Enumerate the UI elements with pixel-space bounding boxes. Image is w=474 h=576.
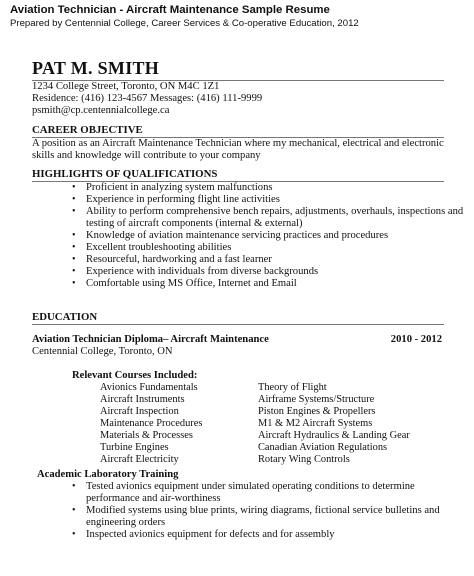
career-objective-line-1: A position as an Aircraft Maintenance Technician where my mechanical, electrical and electronic [32,138,444,149]
school-name: Centennial College, Toronto, ON [32,346,173,357]
course-item: Maintenance Procedures [100,418,203,429]
bullet-icon: • [72,481,76,492]
contact-address: 1234 College Street, Toronto, ON M4C 1Z1 [32,81,220,92]
contact-phones: Residence: (416) 123-4567 Messages: (416) 111-9999 [32,93,263,104]
highlight-text: Comfortable using MS Office, Internet and Email [86,278,297,289]
course-item: Aircraft Hydraulics & Landing Gear [258,430,410,441]
education-heading: EDUCATION [32,311,98,323]
highlight-text: Ability to perform comprehensive bench repairs, adjustments, overhauls, inspections and [86,206,464,217]
course-item: Rotary Wing Controls [258,454,350,465]
highlights-heading: HIGHLIGHTS OF QUALIFICATIONS [32,168,218,180]
bullet-icon: • [72,230,76,241]
lab-training-text: performance and air-worthiness [86,493,221,504]
bullet-icon: • [72,254,76,265]
course-item: Aircraft Electricity [100,454,179,465]
bullet-icon: • [72,505,76,516]
course-item: Airframe Systems/Structure [258,394,375,405]
candidate-name: PAT M. SMITH [32,58,160,78]
course-item: Theory of Flight [258,382,327,393]
bullet-icon: • [72,194,76,205]
highlight-text: testing of aircraft components (internal & external) [86,218,303,229]
highlight-text: Resourceful, hardworking and a fast learner [86,254,272,265]
diploma-title: Aviation Technician Diploma– Aircraft Maintenance [32,334,269,345]
course-item: Avionics Fundamentals [100,382,198,393]
contact-email: psmith@cp.centennialcollege.ca [32,105,170,116]
course-item: Canadian Aviation Regulations [258,442,388,453]
highlight-text: Excellent troubleshooting abilities [86,242,232,253]
lab-training-heading: Academic Laboratory Training [37,469,179,480]
document-subtitle: Prepared by Centennial College, Career Services & Co-operative Education, 2012 [10,18,359,29]
highlight-text: Proficient in analyzing system malfunctions [86,182,273,193]
course-item: Materials & Processes [100,430,193,441]
bullet-icon: • [72,206,76,217]
bullet-icon: • [72,242,76,253]
document-title: Aviation Technician - Aircraft Maintenance Sample Resume [10,4,330,16]
lab-training-text: Modified systems using blue prints, wiring diagrams, fictional service bulletins and [86,505,440,516]
lab-training-text: engineering orders [86,517,166,528]
course-item: M1 & M2 Aircraft Systems [258,418,373,429]
career-objective-heading: CAREER OBJECTIVE [32,124,143,136]
highlight-text: Experience with individuals from diverse backgrounds [86,266,319,277]
lab-training-text: Tested avionics equipment under simulated operating conditions to determine [86,481,415,492]
course-item: Piston Engines & Propellers [258,406,376,417]
course-item: Aircraft Inspection [100,406,179,417]
education-divider [32,324,444,325]
career-objective-line-2: skills and knowledge will contribute to your company [32,150,261,161]
course-item: Aircraft Instruments [100,394,185,405]
course-item: Turbine Engines [100,442,169,453]
lab-training-text: Inspected avionics equipment for defects and for assembly [86,529,335,540]
highlight-text: Knowledge of aviation maintenance servicing practices and procedures [86,230,389,241]
education-years: 2010 - 2012 [390,334,442,345]
courses-heading: Relevant Courses Included: [72,370,198,381]
bullet-icon: • [72,278,76,289]
highlight-text: Experience in performing flight line activities [86,194,280,205]
bullet-icon: • [72,529,76,540]
bullet-icon: • [72,266,76,277]
bullet-icon: • [72,182,76,193]
